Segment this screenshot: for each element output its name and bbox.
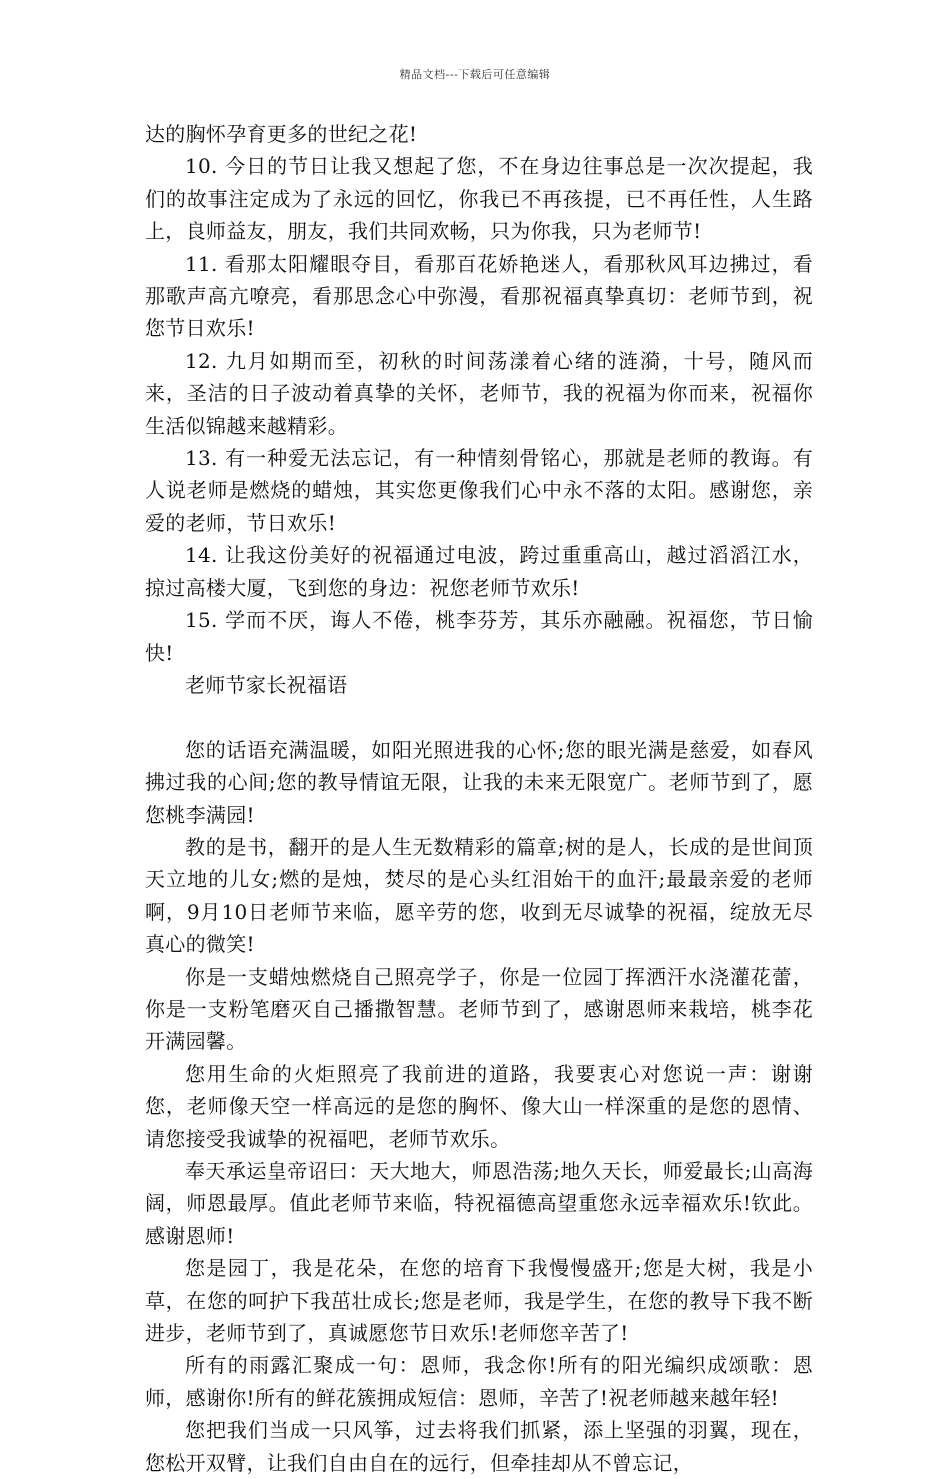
paragraph: 教的是书，翻开的是人生无数精彩的篇章;树的是人，长成的是世间顶天立地的儿女;燃的是烛，焚尽的是心头红泪始干的血汗;最最亲爱的老师啊，9月10日老师节来临，愿辛劳的您，收到无尽诚挚的祝福，绽放无尽真心的微笑! — [145, 834, 813, 957]
paragraph: 15. 学而不厌，诲人不倦，桃李芬芳，其乐亦融融。祝福您，节日愉快! — [145, 608, 813, 665]
paragraph: 所有的雨露汇聚成一句：恩师，我念你!所有的阳光编织成颂歌：恩师，感谢你!所有的鲜花簇拥成短信：恩师，辛苦了!祝老师越来越年轻! — [145, 1353, 813, 1410]
paragraph: 12. 九月如期而至，初秋的时间荡漾着心绪的涟漪，十号，随风而来，圣洁的日子波动着真挚的关怀，老师节，我的祝福为你而来，祝福你生活似锦越来越精彩。 — [145, 348, 813, 438]
paragraph: 您是园丁，我是花朵，在您的培育下我慢慢盛开;您是大树，我是小草，在您的呵护下我茁壮成长;您是老师，我是学生，在您的教导下我不断进步，老师节到了，真诚愿您节日欢乐!老师您辛苦了! — [145, 1256, 813, 1346]
paragraph: 奉天承运皇帝诏曰：天大地大，师恩浩荡;地久天长，师爱最长;山高海阔，师恩最厚。值此老师节来临，特祝福德高望重您永远幸福欢乐!钦此。感谢恩师! — [145, 1158, 813, 1248]
page-header: 精品文档---下载后可任意编辑 — [399, 68, 551, 81]
paragraph: 11. 看那太阳耀眼夺目，看那百花娇艳迷人，看那秋风耳边拂过，看那歌声高亢嘹亮，看那思念心中弥漫，看那祝福真挚真切：老师节到，祝您节日欢乐! — [145, 251, 813, 341]
document-body — [145, 118, 813, 1479]
paragraph: 10. 今日的节日让我又想起了您，不在身边往事总是一次次提起，我们的故事注定成为了永远的回忆，你我已不再孩提，已不再任性，人生路上，良师益友，朋友，我们共同欢畅，只为你我，只为老师节! — [145, 154, 813, 244]
paragraph: 您用生命的火炬照亮了我前进的道路，我要衷心对您说一声：谢谢您，老师像天空一样高远的是您的胸怀、像大山一样深重的是您的恩情、请您接受我诚挚的祝福吧，老师节欢乐。 — [145, 1061, 813, 1151]
paragraph: 13. 有一种爱无法忘记，有一种情刻骨铭心，那就是老师的教诲。有人说老师是燃烧的蜡烛，其实您更像我们心中永不落的太阳。感谢您，亲爱的老师，节日欢乐! — [145, 446, 813, 535]
paragraph: 14. 让我这份美好的祝福通过电波，跨过重重高山，越过滔滔江水，掠过高楼大厦，飞到您的身边：祝您老师节欢乐! — [145, 543, 813, 600]
paragraph: 您把我们当成一只风筝，过去将我们抓紧，添上坚强的羽翼，现在，您松开双臂，让我们自由自在的远行，但牵挂却从不曾忘记， — [145, 1418, 813, 1475]
paragraph: 达的胸怀孕育更多的世纪之花! — [145, 122, 418, 146]
paragraph: 您的话语充满温暖，如阳光照进我的心怀;您的眼光满是慈爱，如春风拂过我的心间;您的教导情谊无限，让我的未来无限宽广。老师节到了，愿您桃李满园! — [145, 737, 813, 827]
paragraph: 你是一支蜡烛燃烧自己照亮学子，你是一位园丁挥洒汗水浇灌花蕾，你是一支粉笔磨灭自己播撒智慧。老师节到了，感谢恩师来栽培，桃李花开满园馨。 — [145, 964, 813, 1054]
section-heading: 老师节家长祝福语 — [185, 672, 348, 697]
